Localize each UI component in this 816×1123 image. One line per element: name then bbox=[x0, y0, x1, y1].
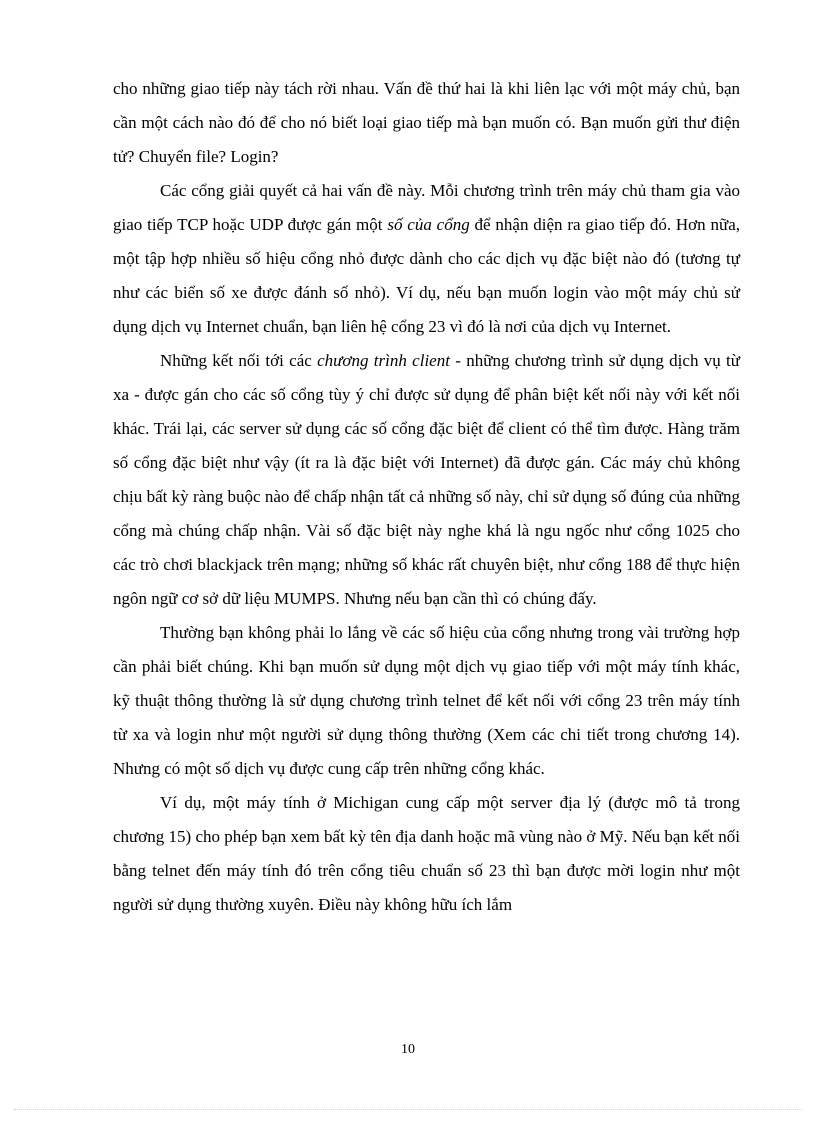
paragraph-text: Những kết nối tới các bbox=[160, 351, 318, 370]
paragraph-4 bbox=[113, 616, 740, 786]
body-text bbox=[113, 72, 740, 922]
paragraph-text: cho những giao tiếp này tách rời nhau. Vấn đề thứ hai là khi liên lạc với một máy chủ, bạn cần một cách nào đó để cho nó biết loại giao tiếp mà bạn muốn có. Bạn muốn gửi thư điện tử? Chuyển file? Login? bbox=[113, 79, 740, 166]
paragraph-text: - những chương trình sử dụng dịch vụ từ xa - được gán cho các số cổng tùy ý chỉ được sử dụng để phân biệt kết nối này với kết nối khác. Trái lại, các server sử dụng các số cổng đặc biệt để client có thể tìm được. Hàng trăm số cổng đặc biệt như vậy (ít ra là đặc biệt với Internet) đã được gán. Các máy chủ không chịu bất kỳ ràng buộc nào để chấp nhận tất cả những số này, chỉ sử dụng số đúng của những cổng mà chúng chấp nhận. Vài số đặc biệt này nghe khá là ngu ngốc như cổng 1025 cho các trò chơi blackjack trên mạng; những số khác rất chuyên biệt, như cổng 188 để thực hiện ngôn ngữ cơ sở dữ liệu MUMPS. Nhưng nếu bạn cần thì có chúng đấy. bbox=[113, 351, 740, 608]
paragraph-5 bbox=[113, 786, 740, 922]
page-number: 10 bbox=[401, 1042, 415, 1057]
italic-term: chương trình client bbox=[317, 351, 450, 370]
paragraph-text: để nhận diện ra giao tiếp đó. Hơn nữa, một tập hợp nhiều số hiệu cổng nhỏ được dành cho các dịch vụ đặc biệt nào đó (tương tự như các biển số xe được đánh số nhỏ). Ví dụ, nếu bạn muốn login vào một máy chủ sử dụng dịch vụ Internet chuẩn, bạn liên hệ cổng 23 vì đó là nơi của dịch vụ Internet. bbox=[113, 215, 740, 336]
italic-term: số của cổng bbox=[387, 215, 470, 234]
paragraph-text: Thường bạn không phải lo lắng về các số hiệu của cổng nhưng trong vài trường hợp cần phải biết chúng. Khi bạn muốn sử dụng một dịch vụ giao tiếp với một máy tính khác, kỹ thuật thông thường là sử dụng chương trình telnet để kết nối với cổng 23 trên máy tính từ xa và login như một người sử dụng thông thường (Xem các chi tiết trong chương 14). Nhưng có một số dịch vụ được cung cấp trên những cổng khác. bbox=[113, 623, 740, 778]
page-bottom-divider bbox=[14, 1109, 802, 1110]
paragraph-3 bbox=[113, 344, 740, 616]
paragraph-text: Các cổng giải quyết cả hai vấn đề này. Mỗi chương trình trên máy chủ tham gia vào giao tiếp TCP hoặc UDP được gán một bbox=[113, 181, 740, 234]
paragraph-1 bbox=[113, 72, 740, 174]
paragraph-2 bbox=[113, 174, 740, 344]
paragraph-text: Ví dụ, một máy tính ở Michigan cung cấp một server địa lý (được mô tả trong chương 15) cho phép bạn xem bất kỳ tên địa danh hoặc mã vùng nào ở Mỹ. Nếu bạn kết nối bằng telnet đến máy tính đó trên cổng tiêu chuẩn số 23 thì bạn được mời login như một người sử dụng thường xuyên. Điều này không hữu ích lắm bbox=[113, 793, 740, 914]
